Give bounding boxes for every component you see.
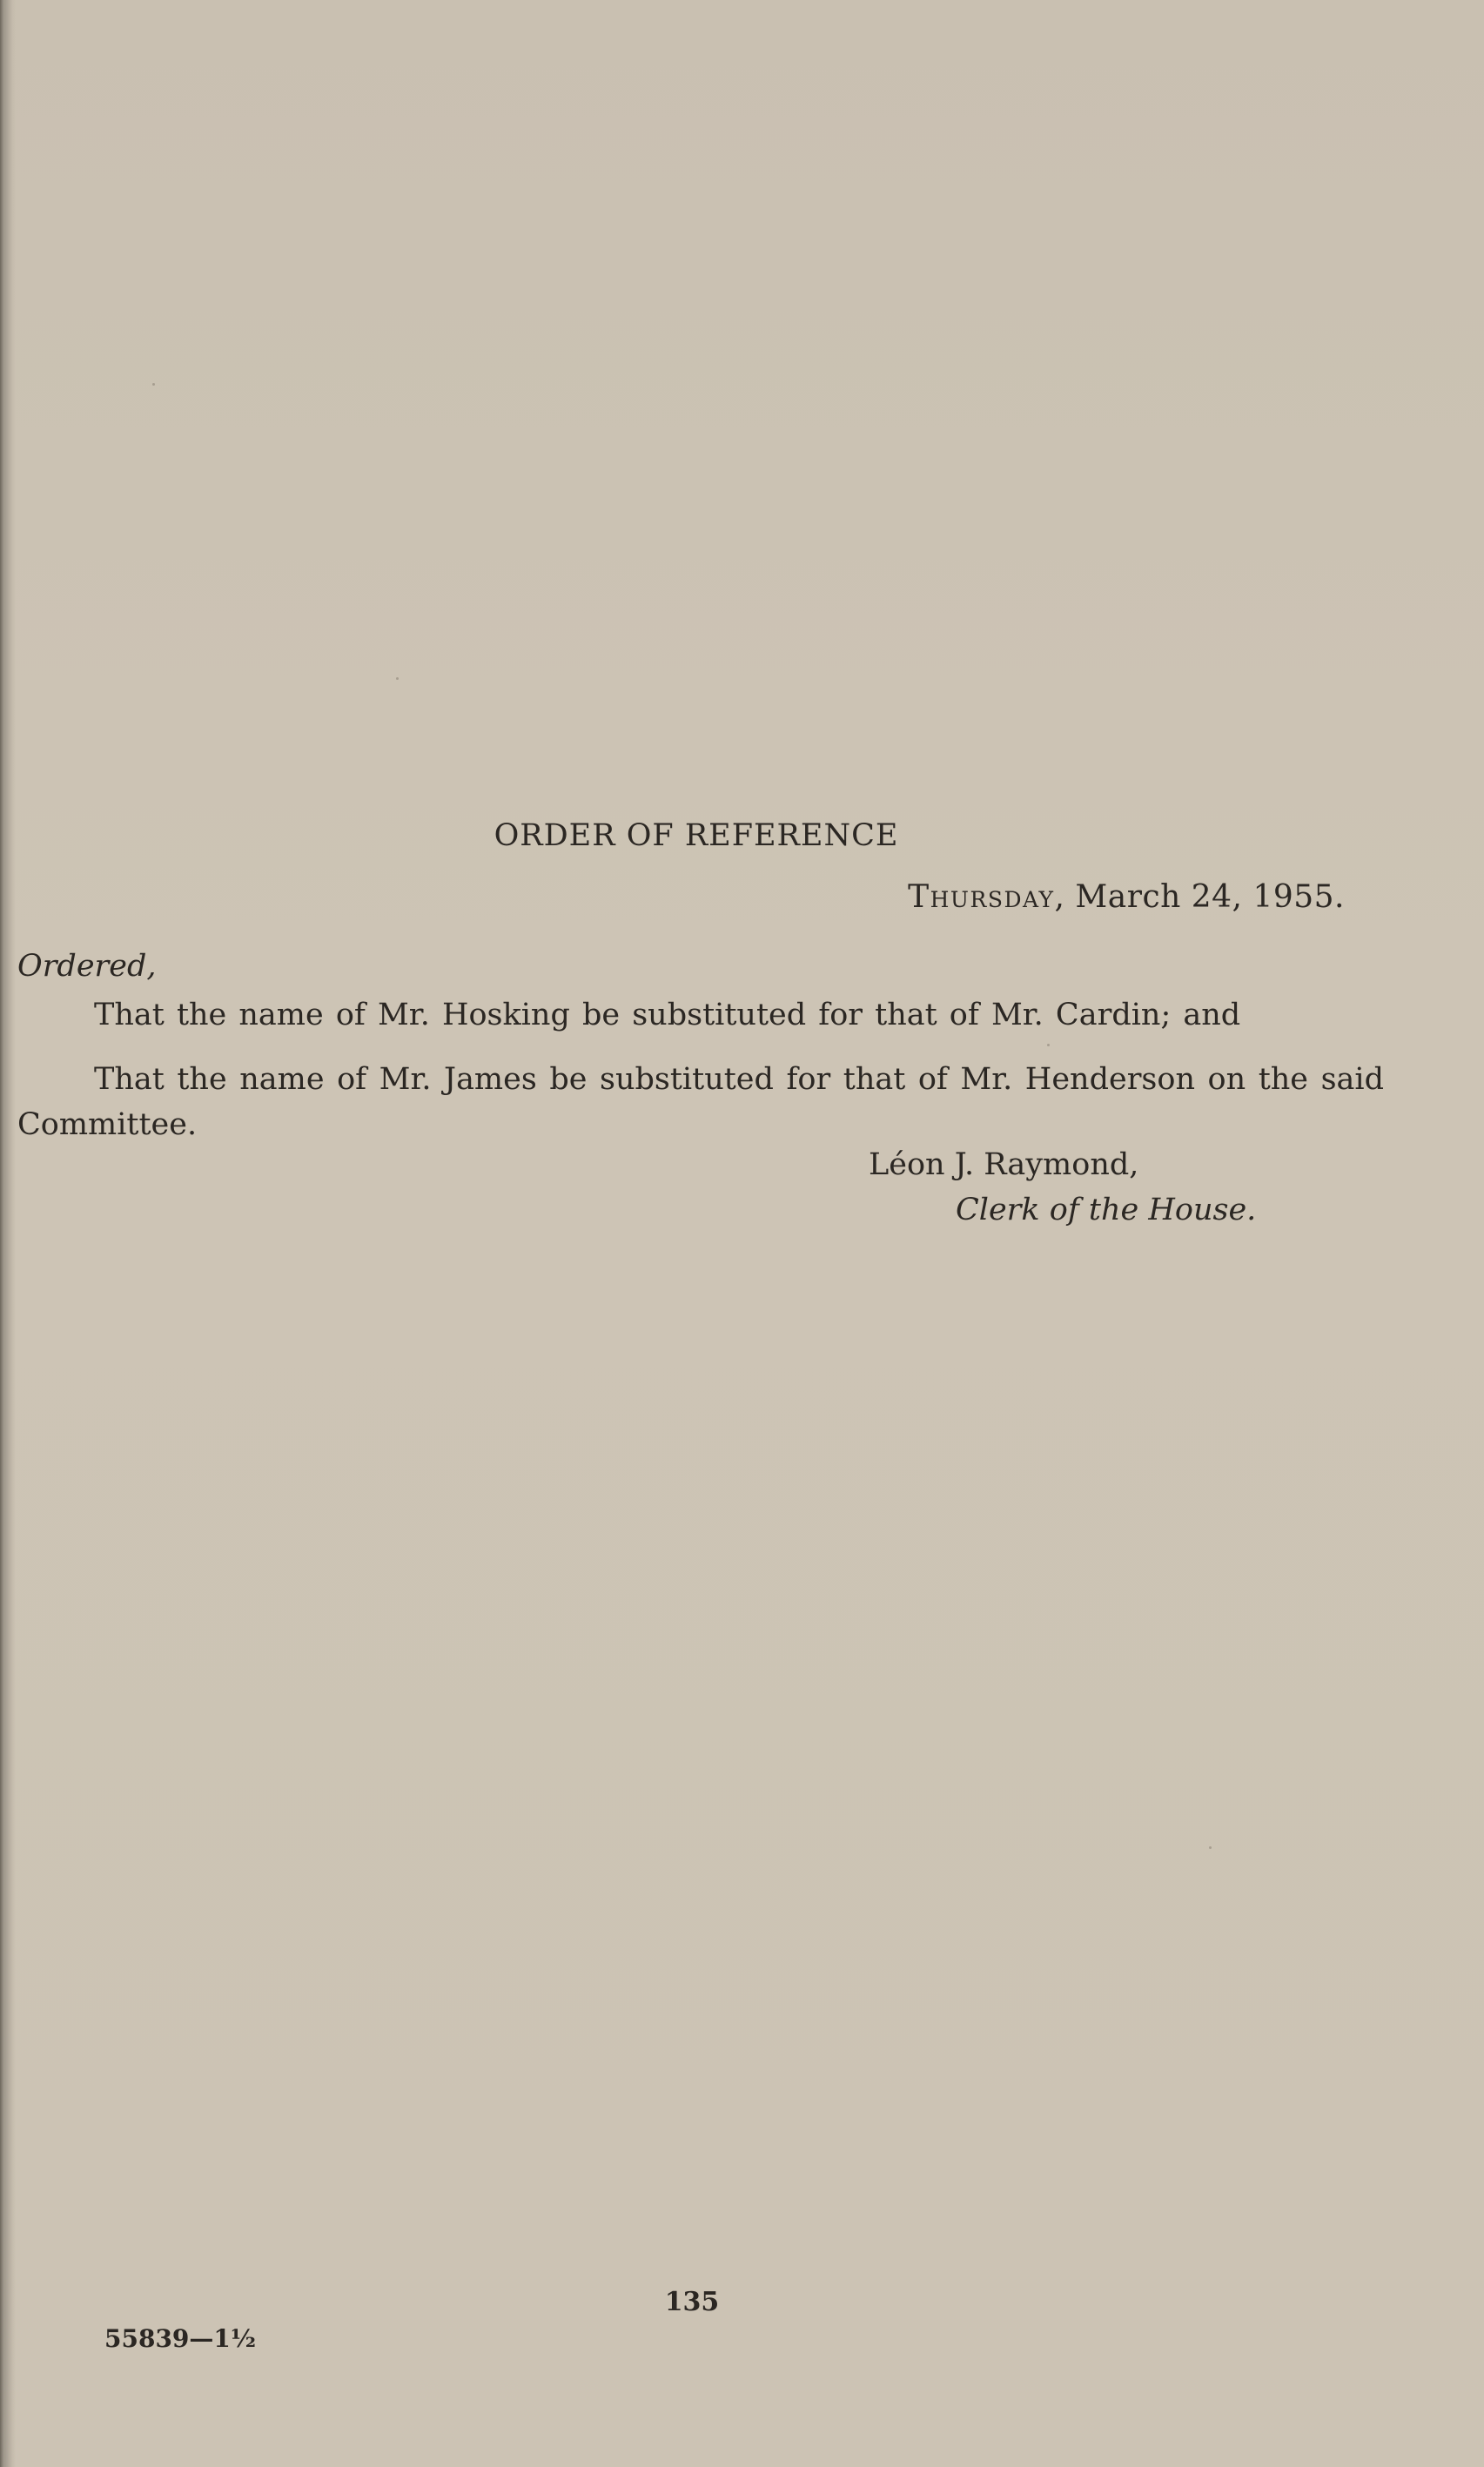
date-rest: , March 24, 1955. <box>1054 879 1345 915</box>
order-paragraph-1: That the name of Mr. Hosking be substituted for that of Mr. Cardin; and <box>94 998 1241 1032</box>
ordered-label: Ordered, <box>17 949 157 984</box>
binding-edge-shadow <box>0 0 16 2467</box>
date-line <box>908 879 1345 915</box>
paper-speck <box>152 383 155 386</box>
print-code: 55839—1½ <box>104 2324 257 2353</box>
page-number: 135 <box>664 2287 720 2317</box>
paper-speck <box>1209 1846 1212 1849</box>
signature-title: Clerk of the House. <box>956 1193 1257 1227</box>
signature-name: Léon J. Raymond, <box>869 1147 1139 1182</box>
order-paragraph-2: That the name of Mr. James be substituted for that of Mr. Henderson on the said Committee. <box>17 1062 1384 1142</box>
paper-speck <box>396 677 399 680</box>
paper-speck <box>1047 1044 1050 1046</box>
document-heading: ORDER OF REFERENCE <box>494 818 899 853</box>
date-weekday: Thursday <box>908 879 1055 915</box>
